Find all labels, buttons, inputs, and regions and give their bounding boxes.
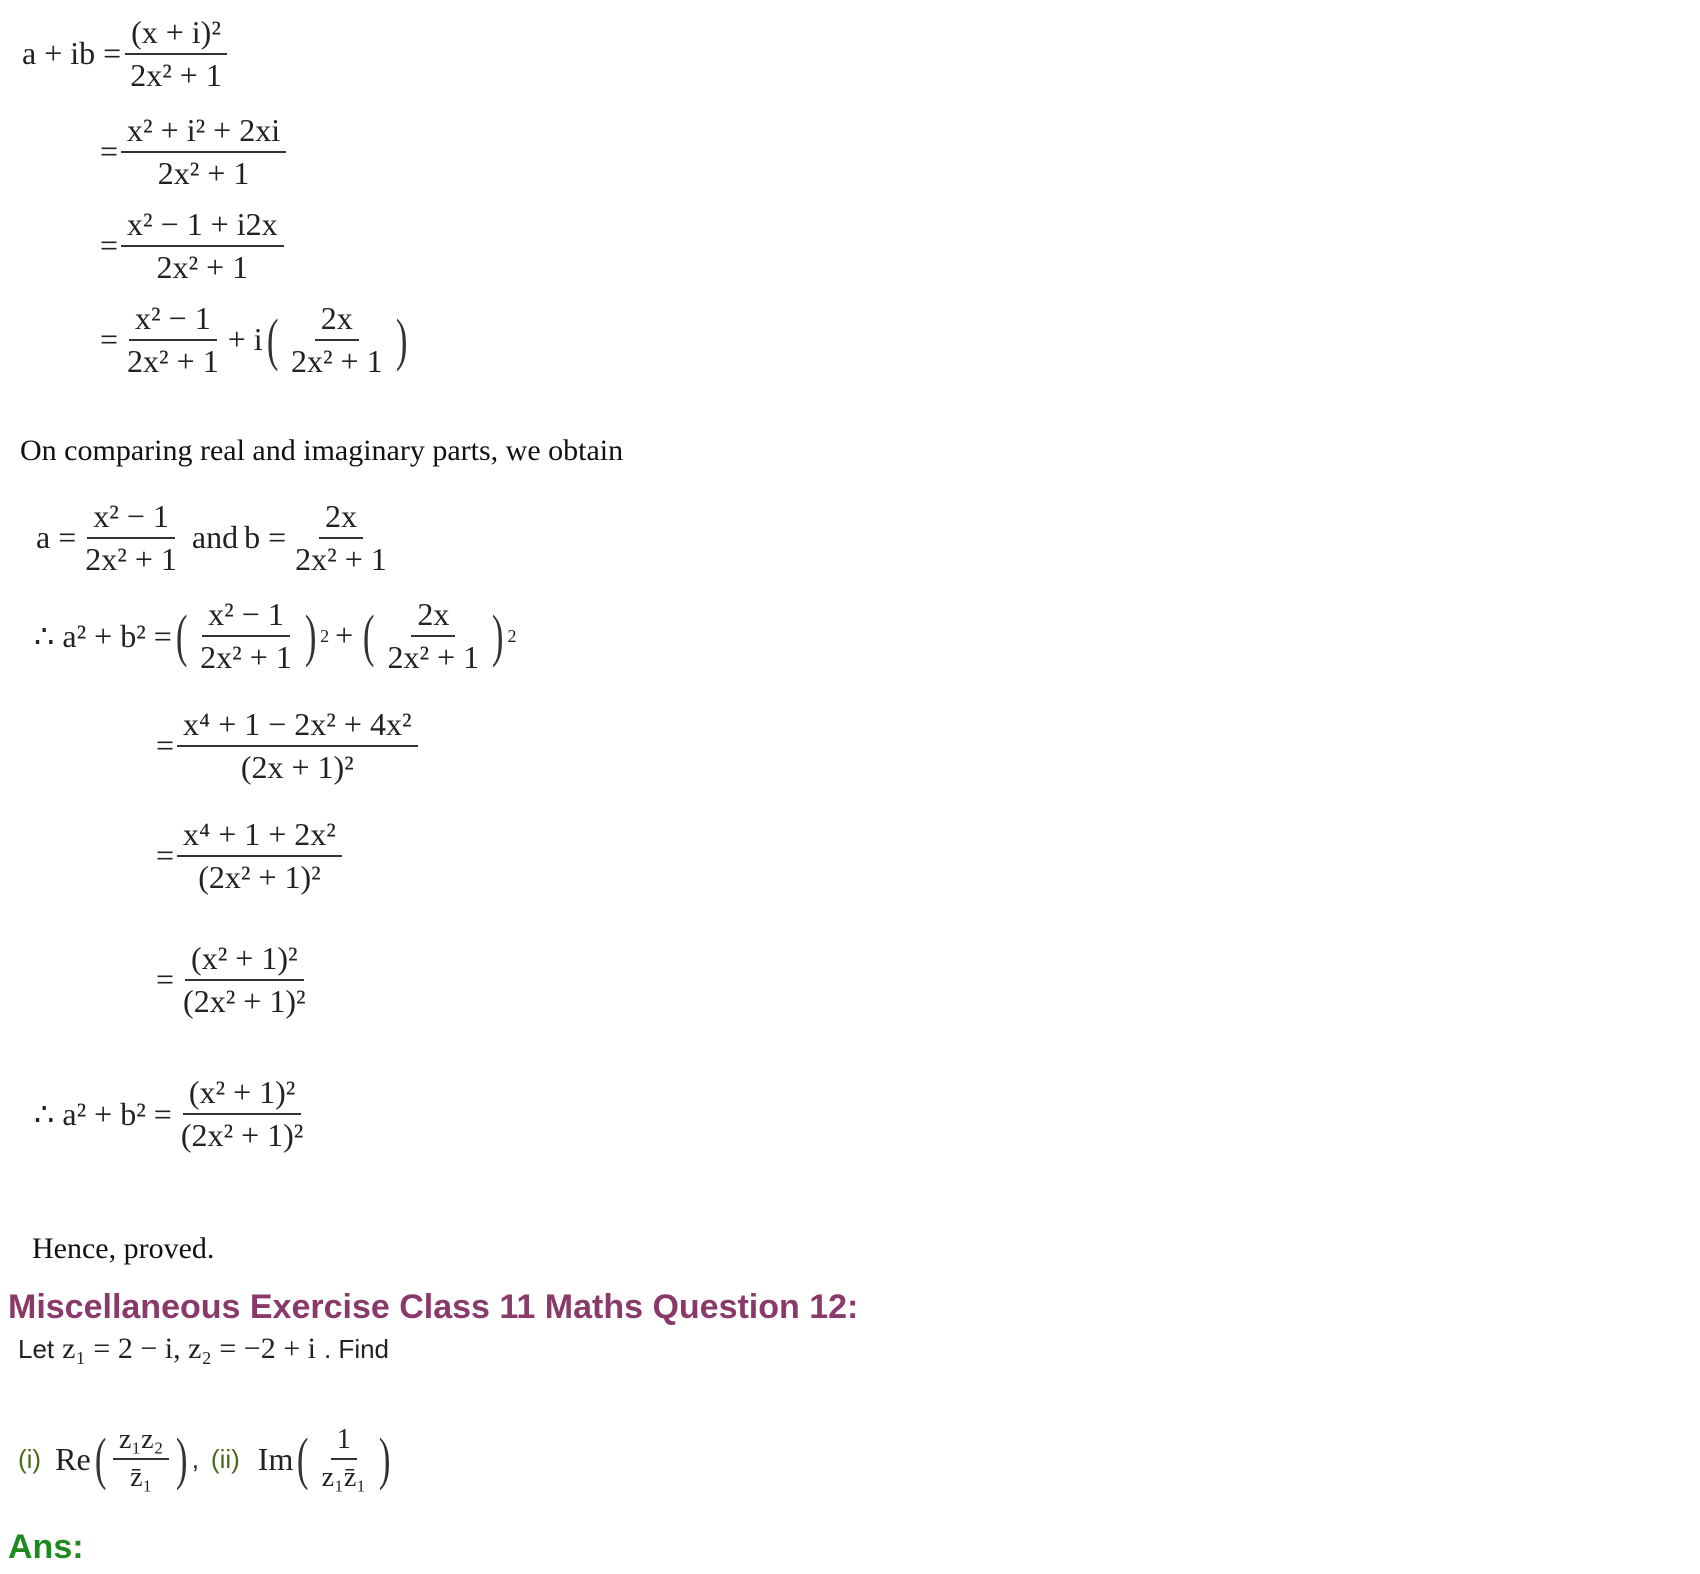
right-paren: ) bbox=[395, 306, 408, 372]
hence-proved-text: Hence, proved. bbox=[32, 1232, 215, 1265]
b-lhs: b = bbox=[244, 519, 287, 556]
equals-sign: = bbox=[156, 961, 175, 998]
eq2-line-4 bbox=[156, 940, 315, 1020]
z-definitions: z₁ = 2 − i, z₂ = −2 + i bbox=[62, 1332, 316, 1365]
fraction: $\frac{\text{(x² + 1)²}}{\text{(2x² + 1)²}}$ bbox=[180, 1074, 304, 1153]
fraction: $\frac{\text{x² − 1 + i2x}}{\text{2x² + 1}}$ bbox=[121, 206, 284, 286]
im-function: Im bbox=[257, 1440, 294, 1477]
re-function: Re bbox=[55, 1440, 91, 1477]
fraction: $\frac{2x}{\text{2x² + 1}}$ bbox=[387, 596, 480, 675]
fraction: $\frac{2x}{\text{2x² + 1}}$ bbox=[290, 300, 383, 379]
equals-sign: = bbox=[156, 837, 175, 874]
right-paren: ) bbox=[304, 602, 317, 668]
compare-text: On comparing real and imaginary parts, we obtain bbox=[20, 434, 624, 467]
question-heading: Miscellaneous Exercise Class 11 Maths Question 12: bbox=[8, 1288, 859, 1326]
fraction: $\frac{\text{x⁴ + 1 − 2x² + 4x²}}{\text{(2x + 1)²}}$ bbox=[177, 706, 417, 786]
fraction: $\frac{\text{z₁z₂}}{\text{z̄₁}}$ bbox=[113, 1424, 169, 1494]
eq-line-2 bbox=[100, 112, 289, 192]
eq2-line-1: ∴ a² + b² = ( $\frac{\text{x² − 1}}{\text{2x² + 1}}$ ) 2 + ( $\frac{2x}{\text{2x² + 1}}$ ) 2 bbox=[34, 596, 517, 675]
eq-line-1 bbox=[22, 14, 231, 94]
eq2-line-3 bbox=[156, 816, 345, 896]
equals-sign: = bbox=[100, 133, 119, 170]
right-paren: ) bbox=[492, 602, 504, 668]
plus-i: + i bbox=[227, 321, 263, 358]
right-paren: ) bbox=[176, 1426, 188, 1492]
eq-line-3 bbox=[100, 206, 287, 286]
left-paren: ( bbox=[363, 602, 375, 668]
ab-line bbox=[36, 498, 396, 578]
let-word: Let bbox=[18, 1333, 55, 1364]
question-statement bbox=[18, 1332, 389, 1366]
equals-sign: = bbox=[156, 727, 175, 764]
question-parts bbox=[18, 1424, 394, 1494]
left-paren: ( bbox=[175, 602, 188, 668]
plus-sign: + bbox=[335, 617, 354, 654]
answer-label: Ans: bbox=[8, 1528, 84, 1566]
eq2-line-5 bbox=[34, 1074, 312, 1154]
left-paren: ( bbox=[94, 1426, 107, 1492]
eq-lhs: ∴ a² + b² = bbox=[34, 1095, 172, 1132]
fraction: $\frac{\text{(x + i)²}}{\text{2x² + 1}}$ bbox=[124, 14, 228, 94]
fraction: $\frac{\text{x² − 1}}{\text{2x² + 1}}$ bbox=[85, 498, 177, 577]
equals-sign: = bbox=[100, 321, 119, 358]
fraction: $\frac{\text{x⁴ + 1 + 2x²}}{\text{(2x² + 1)²}}$ bbox=[177, 816, 342, 896]
eq-line-4 bbox=[100, 300, 411, 380]
eq2-line-2 bbox=[156, 706, 421, 786]
fraction: $\frac{\text{(x² + 1)²}}{\text{(2x² + 1)²}}$ bbox=[183, 940, 306, 1019]
part-ii-label: (ii) bbox=[210, 1443, 240, 1474]
and-word: and bbox=[191, 519, 239, 556]
fraction: $\frac{1}{\text{z₁z̄₁}}$ bbox=[321, 1424, 367, 1494]
fraction: $\frac{\text{x² − 1}}{\text{2x² + 1}}$ bbox=[127, 300, 219, 379]
fraction: $\frac{\text{x² − 1}}{\text{2x² + 1}}$ bbox=[200, 596, 292, 675]
right-paren: ) bbox=[378, 1426, 391, 1492]
part-i-label: (i) bbox=[18, 1443, 42, 1474]
fraction: $\frac{2x}{\text{2x² + 1}}$ bbox=[295, 498, 387, 577]
equals-sign: = bbox=[100, 227, 119, 264]
left-paren: ( bbox=[297, 1426, 309, 1492]
find-word: . Find bbox=[323, 1333, 390, 1364]
fraction: $\frac{\text{x² + i² + 2xi}}{\text{2x² + 1}}$ bbox=[121, 112, 286, 192]
eq-lhs: ∴ a² + b² = bbox=[34, 617, 172, 654]
a-lhs: a = bbox=[36, 519, 77, 556]
left-paren: ( bbox=[266, 306, 279, 372]
eq-lhs: a + ib = bbox=[22, 35, 122, 72]
separator-comma: , bbox=[191, 1443, 199, 1474]
